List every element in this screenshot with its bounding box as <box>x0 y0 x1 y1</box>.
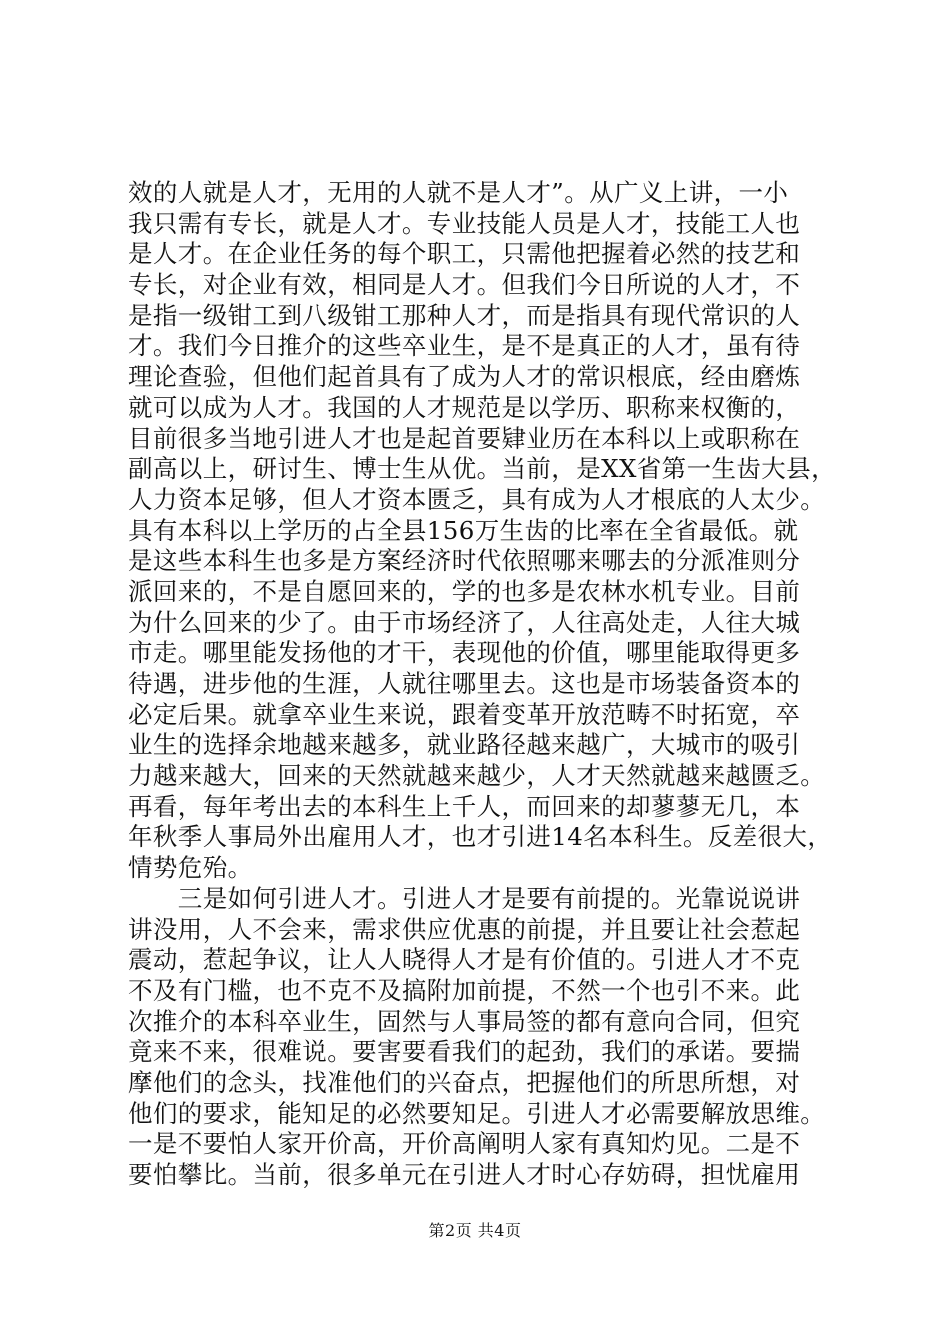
text-line: 专长，对企业有效，相同是人才。但我们今日所说的人才，不 <box>128 270 801 300</box>
text-line: 情势危殆。 <box>128 853 253 883</box>
text-line: 震动，惹起争议，让人人晓得人才是有价值的。引进人才不克 <box>128 945 801 975</box>
text-line: 为什么回来的少了。由于市场经济了，人往高处走，人往大城 <box>128 607 801 637</box>
text-line: 目前很多当地引进人才也是起首要肄业历在本科以上或职称在 <box>128 423 801 453</box>
text-line: 效的人就是人才，无用的人就不是人才”。从广义上讲，一小 <box>128 178 789 207</box>
text-line: 人力资本足够，但人才资本匮乏，具有成为人才根底的人太少。 <box>128 484 826 514</box>
text-line: 理论查验，但他们起首具有了成为人才的常识根底，经由磨炼 <box>128 362 801 392</box>
text-line: 讲没用，人不会来，需求供应优惠的前提，并且要让社会惹起 <box>128 914 801 944</box>
text-line: 市走。哪里能发扬他的才干，表现他的价值，哪里能取得更多 <box>128 638 801 668</box>
text-line: 必定后果。就拿卒业生来说，跟着变革开放范畴不时拓宽，卒 <box>128 699 801 729</box>
text-line: 力越来越大，回来的天然就越来越少，人才天然就越来越匮乏。 <box>128 761 826 791</box>
text-line: 一是不要怕人家开价高，开价高阐明人家有真知灼见。二是不 <box>128 1129 801 1159</box>
text-line: 待遇，进步他的生涯，人就往哪里去。这也是市场装备资本的 <box>128 669 801 698</box>
text-line: 不及有门槛，也不克不及搞附加前提，不然一个也引不来。此 <box>128 975 801 1005</box>
text-line: 派回来的，不是自愿回来的，学的也多是农林水机专业。目前 <box>128 576 801 606</box>
text-line: 次推介的本科卒业生，固然与人事局签的都有意向合同，但究 <box>128 1006 801 1036</box>
text-line: 副高以上，研讨生、博士生从优。当前，是XX省第一生齿大县， <box>128 454 836 484</box>
text-line: 具有本科以上学历的占全县156万生齿的比率在全省最低。就 <box>128 515 799 545</box>
text-line: 三是如何引进人才。引进人才是要有前提的。光靠说说讲 <box>128 883 801 913</box>
text-line: 就可以成为人才。我国的人才规范是以学历、职称来权衡的， <box>128 392 801 422</box>
document-body <box>128 178 836 1191</box>
text-line: 再看，每年考出去的本科生上千人，而回来的却蓼蓼无几，本 <box>128 791 801 821</box>
text-line: 是指一级钳工到八级钳工那种人才，而是指具有现代常识的人 <box>128 300 801 330</box>
text-line: 是这些本科生也多是方案经济时代依照哪来哪去的分派准则分 <box>128 546 801 576</box>
text-line: 我只需有专长，就是人才。专业技能人员是人才，技能工人也 <box>128 208 801 238</box>
text-line: 年秋季人事局外出雇用人才，也才引进14名本科生。反差很大， <box>128 822 833 852</box>
text-line: 是人才。在企业任务的每个职工，只需他把握着必然的技艺和 <box>128 239 801 269</box>
text-line: 业生的选择余地越来越多，就业路径越来越广，大城市的吸引 <box>128 730 801 760</box>
text-line: 竟来不来，很难说。要害要看我们的起劲，我们的承诺。要揣 <box>128 1037 801 1067</box>
text-line: 他们的要求，能知足的必然要知足。引进人才必需要解放思维。 <box>128 1098 826 1128</box>
text-line: 才。我们今日推介的这些卒业生，是不是真正的人才，虽有待 <box>128 331 801 361</box>
page-number-footer: 第2页 共4页 <box>428 1221 522 1240</box>
text-line: 摩他们的念头，找准他们的兴奋点，把握他们的所思所想，对 <box>128 1067 801 1097</box>
text-line: 要怕攀比。当前，很多单元在引进人才时心存妨碍，担忧雇用 <box>128 1160 801 1189</box>
